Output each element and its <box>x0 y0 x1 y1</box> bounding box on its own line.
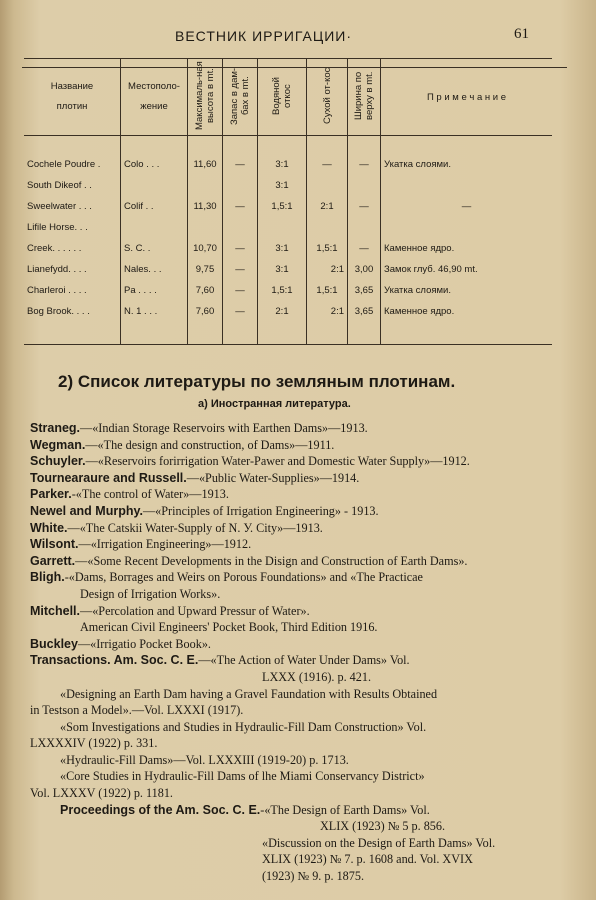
references-list <box>30 420 565 885</box>
reference-continuation: «Discussion on the Design of Earth Dams» Vol. <box>262 835 496 850</box>
reference-entry: Mitchell.—«Percolation and Upward Pressur of Water». <box>30 603 310 618</box>
running-header <box>0 22 596 48</box>
reference-continuation: American Civil Engineers' Pocket Book, Third Edition 1916. <box>80 620 378 635</box>
reference-entry: Newel and Murphy.—«Principles of Irrigation Engineering» - 1913. <box>30 503 379 518</box>
table-row: Sweelwater . . . Colif . . 11,30 — 1,5:1 2:1 — — <box>24 196 552 217</box>
reference-continuation: in Testson a Model».—Vol. LXXXI (1917). <box>30 703 244 718</box>
reference-entry: Wegman.—«The design and construction, of Dams»—1911. <box>30 437 335 452</box>
col-reserve-header: Запас в дам-бах в mt. <box>223 59 258 136</box>
reference-continuation: «Som Investigations and Studies in Hydraulic-Fill Dam Construction» Vol. <box>60 719 427 734</box>
col-top-width-header: Ширина по верху в mt. <box>348 59 381 136</box>
table-row: Lifile Horse. . . <box>24 217 552 238</box>
table-row: South Dikeof . . 3:1 <box>24 175 552 196</box>
col-water-slope-header: Водяной откос <box>258 59 307 136</box>
reference-continuation: «Hydraulic-Fill Dams»—Vol. LXXXIII (1919-20) p. 1713. <box>60 752 349 767</box>
reference-continuation: «Core Studies in Hydraulic-Fill Dams of lhe Miami Conservancy District» <box>60 769 425 784</box>
reference-continuation: Design of Irrigation Works». <box>80 586 221 601</box>
reference-continuation: «Designing an Earth Dam having a Gravel Faundation with Results Obtained <box>60 686 438 701</box>
dams-table <box>24 58 552 345</box>
reference-continuation: XLIX (1923) № 5 p. 856. <box>320 819 446 834</box>
reference-continuation: XLIX (1923) № 7. p. 1608 and. Vol. XVIX <box>262 852 473 867</box>
reference-entry: Transactions. Am. Soc. C. E.—«The Action of Water Under Dams» Vol. <box>30 653 410 668</box>
col-notes-header: П р и м е ч а н и е <box>381 59 553 136</box>
col-height-header: Максималь-ная высота в mt. <box>188 59 223 136</box>
reference-entry: Bligh.-«Dams, Borrages and Weirs on Porous Foundations» and «The Practicae <box>30 570 423 585</box>
col-location-header: Местополо-жение <box>121 59 188 136</box>
table-row: Creek. . . . . . S. C. . 10,70 — 3:1 1,5:1 — Каменное ядро. <box>24 238 552 259</box>
reference-entry: Wilsont.—«Irrigation Engineering»—1912. <box>30 537 252 552</box>
reference-entry: Buckley—«Irrigatio Pocket Book». <box>30 636 211 651</box>
col-name-header: Название плотин <box>24 59 121 136</box>
reference-continuation: Vol. LXXXV (1922) p. 1181. <box>30 786 173 801</box>
reference-entry: Proceedings of the Am. Soc. C. E.-«The Design of Earth Dams» Vol. <box>60 802 430 817</box>
col-dry-slope-header: Сухой от-кос <box>307 59 348 136</box>
table-row: Bog Brook. . . . N. 1 . . . 7,60 — 2:1 2:1 3,65 Каменное ядро. <box>24 301 552 322</box>
reference-entry: Garrett.—«Some Recent Developments in the Disign and Construction of Earth Dams». <box>30 553 468 568</box>
reference-entry: Parker.-«The control of Water»—1913. <box>30 487 229 502</box>
page-number: 61 <box>514 26 529 42</box>
table-row: Lianefydd. . . . Nales. . . 9,75 — 3:1 2:1 3,00 Замок глуб. 46,90 mt. <box>24 259 552 280</box>
reference-entry: Straneg.—«Indian Storage Reservoirs with Earthen Dams»—1913. <box>30 421 368 435</box>
reference-continuation: (1923) № 9. p. 1875. <box>262 869 365 884</box>
reference-entry: Tournearaure and Russell.—«Public Water-Supplies»—1914. <box>30 470 360 485</box>
section-subtitle: а) Иностранная литература. <box>198 398 351 410</box>
journal-title: ВЕСТНИК ИРРИГАЦИИ· <box>175 28 353 44</box>
reference-entry: White.—«The Catskii Water-Supply of N. У. City»—1913. <box>30 520 323 535</box>
table-row: Charleroi . . . . Pa . . . . 7,60 — 1,5:1 1,5:1 3,65 Укатка слоями. <box>24 280 552 301</box>
reference-continuation: LXXXXIV (1922) p. 331. <box>30 736 158 751</box>
table-header-row <box>24 59 552 136</box>
reference-continuation: LXXX (1916). p. 421. <box>262 669 371 684</box>
table-row: Cochele Poudre . Colo . . . 11,60 — 3:1 — — Укатка слоями. <box>24 154 552 175</box>
reference-entry: Schuyler.—«Reservoirs forirrigation Water-Pawer and Domestic Water Supply»—1912. <box>30 454 470 469</box>
section-title: 2) Список литературы по земляным плотинам. <box>58 372 456 391</box>
